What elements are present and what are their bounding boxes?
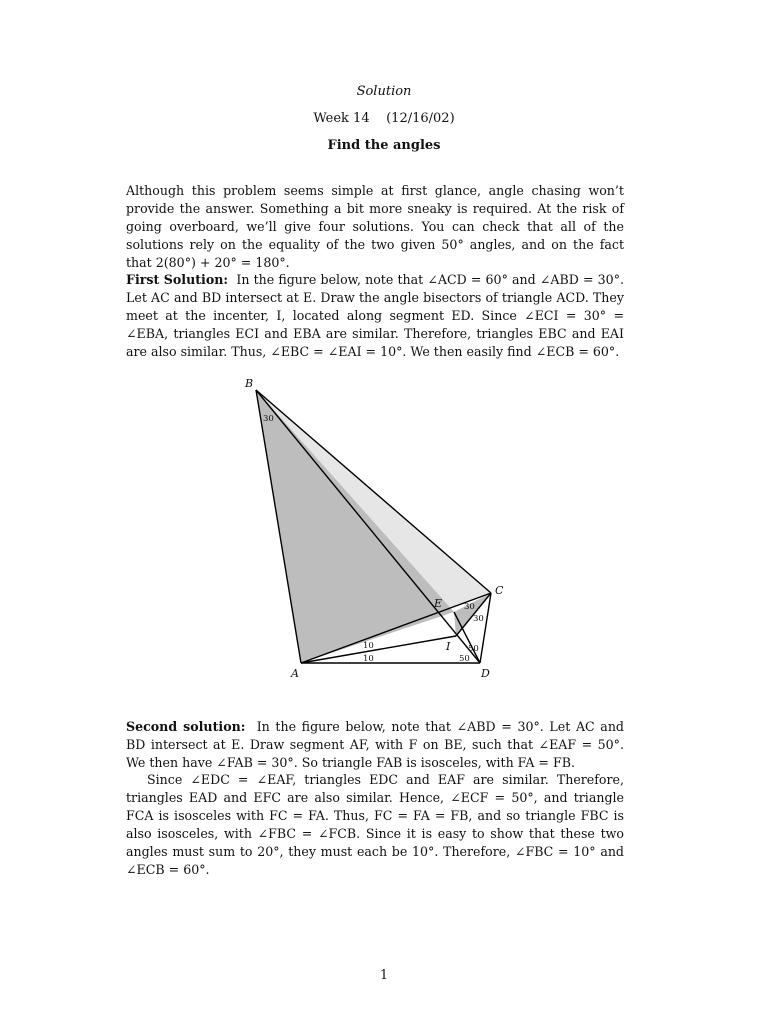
- angle-label-a10b: 10: [363, 654, 374, 664]
- point-label-d: D: [481, 667, 490, 680]
- second-solution-paragraph: [126, 718, 624, 772]
- page-title: Find the angles: [327, 138, 441, 153]
- second-solution-heading: Second solution:: [126, 719, 246, 734]
- second-solution-paragraph-2: Since ∠EDC = ∠EAF, triangles EDC and EAF are similar. Therefore, triangles EAD and EFC are also similar. Hence, ∠ECF = 50°, and triangle FCA is isosceles with FC = FA. Thus, FC = FA = FB, and so triangle FBC is also isosceles, with ∠FBC = ∠FCB. Since it is easy to show that these two angles must sum to 20°, they must each be 10°. Therefore, ∠FBC = 10° and ∠ECB = 60°.: [126, 772, 624, 877]
- header-week: Week 14 (12/16/02): [313, 111, 455, 126]
- second-solution-body: In the figure below, note that ∠ABD = 30°. Let AC and BD intersect at E. Draw segment AF, with F on BE, such that ∠EAF = 50°. We then have ∠FAB = 30°. So triangle FAB is isosceles, with FA = FB.: [126, 719, 624, 770]
- header-label: Solution: [356, 84, 412, 99]
- angle-label-b30: 30: [263, 414, 274, 424]
- first-solution-paragraph: [126, 271, 624, 361]
- angle-label-i50a: 50: [468, 644, 479, 654]
- point-label-e: E: [434, 597, 443, 610]
- point-label-b: B: [245, 377, 254, 390]
- angle-label-i50b: 50: [459, 654, 470, 664]
- first-solution-heading: First Solution:: [126, 272, 229, 287]
- angle-label-c30a: 30: [464, 602, 475, 612]
- intro-paragraph: Although this problem seems simple at first glance, angle chasing won’t provide the answer. Something a bit more sneaky is required. At the risk of going overboard, we’ll give four solutions. You can check that all of the solutions rely on the equality of the two given 50° angles, and on the fact that 2(80°) + 20° = 180°.: [126, 183, 624, 270]
- angle-label-a10a: 10: [363, 641, 374, 651]
- page-number: 1: [379, 967, 388, 982]
- first-solution-body: In the figure below, note that ∠ACD = 60° and ∠ABD = 30°. Let AC and BD intersect at E. Draw the angle bisectors of triangle ACD. They meet at the incenter, I, located along segment ED. Since ∠ECI = 30° = ∠EBA, triangles ECI and EBA are similar. Therefore, triangles EBC and EAI are also similar. Thus, ∠EBC = ∠EAI = 10°. We then easily find ∠ECB = 60°.: [126, 272, 624, 359]
- geometry-figure: [230, 368, 520, 688]
- point-label-i: I: [446, 640, 451, 653]
- point-label-a: A: [291, 667, 299, 680]
- angle-label-c30b: 30: [473, 614, 484, 624]
- triangle-abe-fill: [256, 390, 454, 663]
- point-label-c: C: [495, 584, 504, 597]
